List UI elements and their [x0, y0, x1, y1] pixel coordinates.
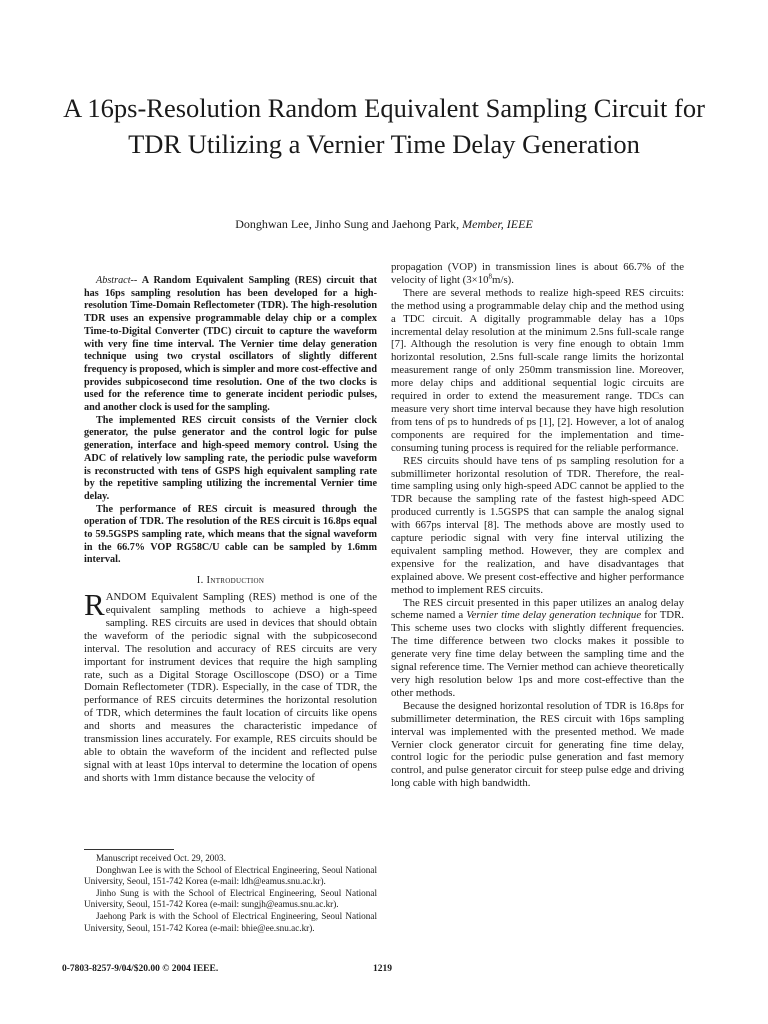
copyright-notice: 0-7803-8257-9/04/$20.00 © 2004 IEEE. — [62, 964, 219, 974]
abstract — [84, 275, 377, 567]
author-membership: Member, IEEE — [462, 217, 533, 231]
section-heading-introduction: I. Introduction — [196, 575, 265, 587]
footnotes — [84, 853, 377, 934]
right-paragraph-3: The RES circuit presented in this paper utilizes an analog delay scheme named a Vernier time delay generation technique for TDR. This scheme uses two clocks with slightly different frequencies. The time difference between two clocks makes it possible to generate very fine time delay between the sampling time and the signal reference time. The Vernier method can achieve theoretically very high resolution below 1ps and more cost-effective than the other methods. — [391, 596, 684, 699]
paper-title: A 16ps-Resolution Random Equivalent Sampling Circuit for TDR Utilizing a Vernier Time Delay Generation — [63, 93, 705, 159]
intro-paragraph-1: RANDOM Equivalent Sampling (RES) method is one of the equivalent sampling methods to achieve a high-speed sampling. RES circuits are used in devices that should obtain the waveform of the periodic signal with the subpicosecond interval. The resolution and accuracy of RES circuits are very important for instrument devices that require the high sampling rate, such as a Digital Storage Oscilloscope (DSO) or a Time Domain Reflectometer (TDR). Especially, in the case of TDR, the performance of RES circuits determines the horizontal resolution of TDR, which determines the fault location of circuits like opens and shorts and measures the characteristic impedance of transmission lines accurately. For example, RES circuits should be able to obtain the waveform of the incident and reflected pulse signal with at least 10ps interval to determine the location of opens and shorts with 1mm distance because the velocity of — [84, 587, 377, 784]
introduction — [84, 587, 377, 785]
abstract-lead: Abstract-- — [96, 275, 138, 286]
author-line — [60, 216, 708, 232]
right-paragraph-1: There are several methods to realize high-speed RES circuits: the method using a programmable delay chip and the method using a TDC circuit. A digitally programmable delay has a 10ps incremental delay resolution at the minimum 2.5ns full-scale range [7]. Although the resolution is very fine enough to obtain 1mm horizontal resolution, 2.5ns full-scale range limits the horizontal measurement range of only 250mm transmission line. Moreover, more delay chips and additional sequential logic circuits are required in order to extend the measurement range. TDCs can measure very short time interval because they have high resolution from tens of ps to hundreds of ps [1], [2]. However, a lot of analog components are required for the implementation and time-consuming tuning process is required for the reliable performance. — [391, 286, 684, 454]
right-paragraph-2: RES circuits should have tens of ps sampling resolution for a submillimeter horizontal resolution of TDR. Therefore, the real-time sampling using only high-speed ADC cannot be applied to the TDR because the sampling rate of the fastest high-speed ADC produced currently is 1.5GSPS that can sample the analog signal with 667ps interval [8]. The methods above are mostly used to capture periodic signal with very fine interval utilizing the equivalent sampling method. However, they are complex and expensive for the realization, and have disadvantages that explained above. We present cost-effective and higher performance method to implement RES circuits. — [391, 454, 684, 596]
footnote-author-3: Jaehong Park is with the School of Electrical Engineering, Seoul National University, Seoul, 151-742 Korea (e-mail: bhie@ee.snu.ac.kr). — [84, 910, 377, 933]
abstract-paragraph-1: Abstract-- A Random Equivalent Sampling (RES) circuit that has 16ps sampling resolution has been developed for a high-resolution Time-Domain Reflectometer (TDR). The high-resolution TDR uses an expensive programmable delay chip or a complex Time-to-Digital Converter (TDC) circuit to capture the waveform with very fine time interval. The Vernier time delay generation technique using two crystal oscillators of slightly different frequency is proposed, which is simpler and more cost-effective and provides subpicosecond time resolution. One of the two clocks is used for the reference time to generate incident periodic pulses, and another clock is used for the sampling. — [84, 275, 378, 414]
page-number: 1219 — [373, 964, 392, 974]
right-paragraph-4: Because the designed horizontal resolution of TDR is 16.8ps for submillimeter determination, the RES circuit with 16ps sampling interval was implemented with the presented method. We made Vernier clock generator circuit for generating fine time delay, control logic for the periodic pulse generation and fast memory control, and pulse generator circuit for steep pulse edge and driving long cable with high bandwidth. — [391, 699, 684, 790]
footnote-rule — [84, 849, 174, 850]
footnote-received: Manuscript received Oct. 29, 2003. — [96, 853, 226, 863]
footnote-author-1: Donghwan Lee is with the School of Electrical Engineering, Seoul National University, Seoul, 151-742 Korea (e-mail: ldh@eamus.snu.ac.kr). — [84, 864, 377, 887]
left-column — [84, 275, 377, 785]
author-names: Donghwan Lee, Jinho Sung and Jaehong Park, — [235, 217, 460, 231]
abstract-paragraph-2: The implemented RES circuit consists of the Vernier clock generator, the pulse generator and the control logic for pulse generation, interface and high-speed memory control. Using the ADC of relatively low sampling rate, the periodic pulse waveform is reconstructed with tens of GSPS high equivalent sampling rate by the repetitive sampling utilizing the incremental Vernier time delay. — [84, 414, 377, 502]
emphasized-term: Vernier time delay generation technique — [466, 609, 642, 622]
right-column — [391, 261, 684, 790]
right-paragraph-0: propagation (VOP) in transmission lines is about 66.7% of the velocity of light $(3\times 10^8m/s)$. — [391, 261, 684, 286]
drop-cap: R — [84, 587, 105, 623]
abstract-paragraph-3: The performance of RES circuit is measured through the operation of TDR. The resolution of the RES circuit is 16.8ps equal to 59.5GSPS sampling rate, which means that the signal waveform in the 66.7% VOP RG58C/U cable can be sampled by 1.6mm interval. — [84, 503, 377, 566]
footnote-author-2: Jinho Sung is with the School of Electrical Engineering, Seoul National University, Seoul, 151-742 Korea (e-mail: sungjh@eamus.snu.ac.kr). — [84, 887, 377, 910]
